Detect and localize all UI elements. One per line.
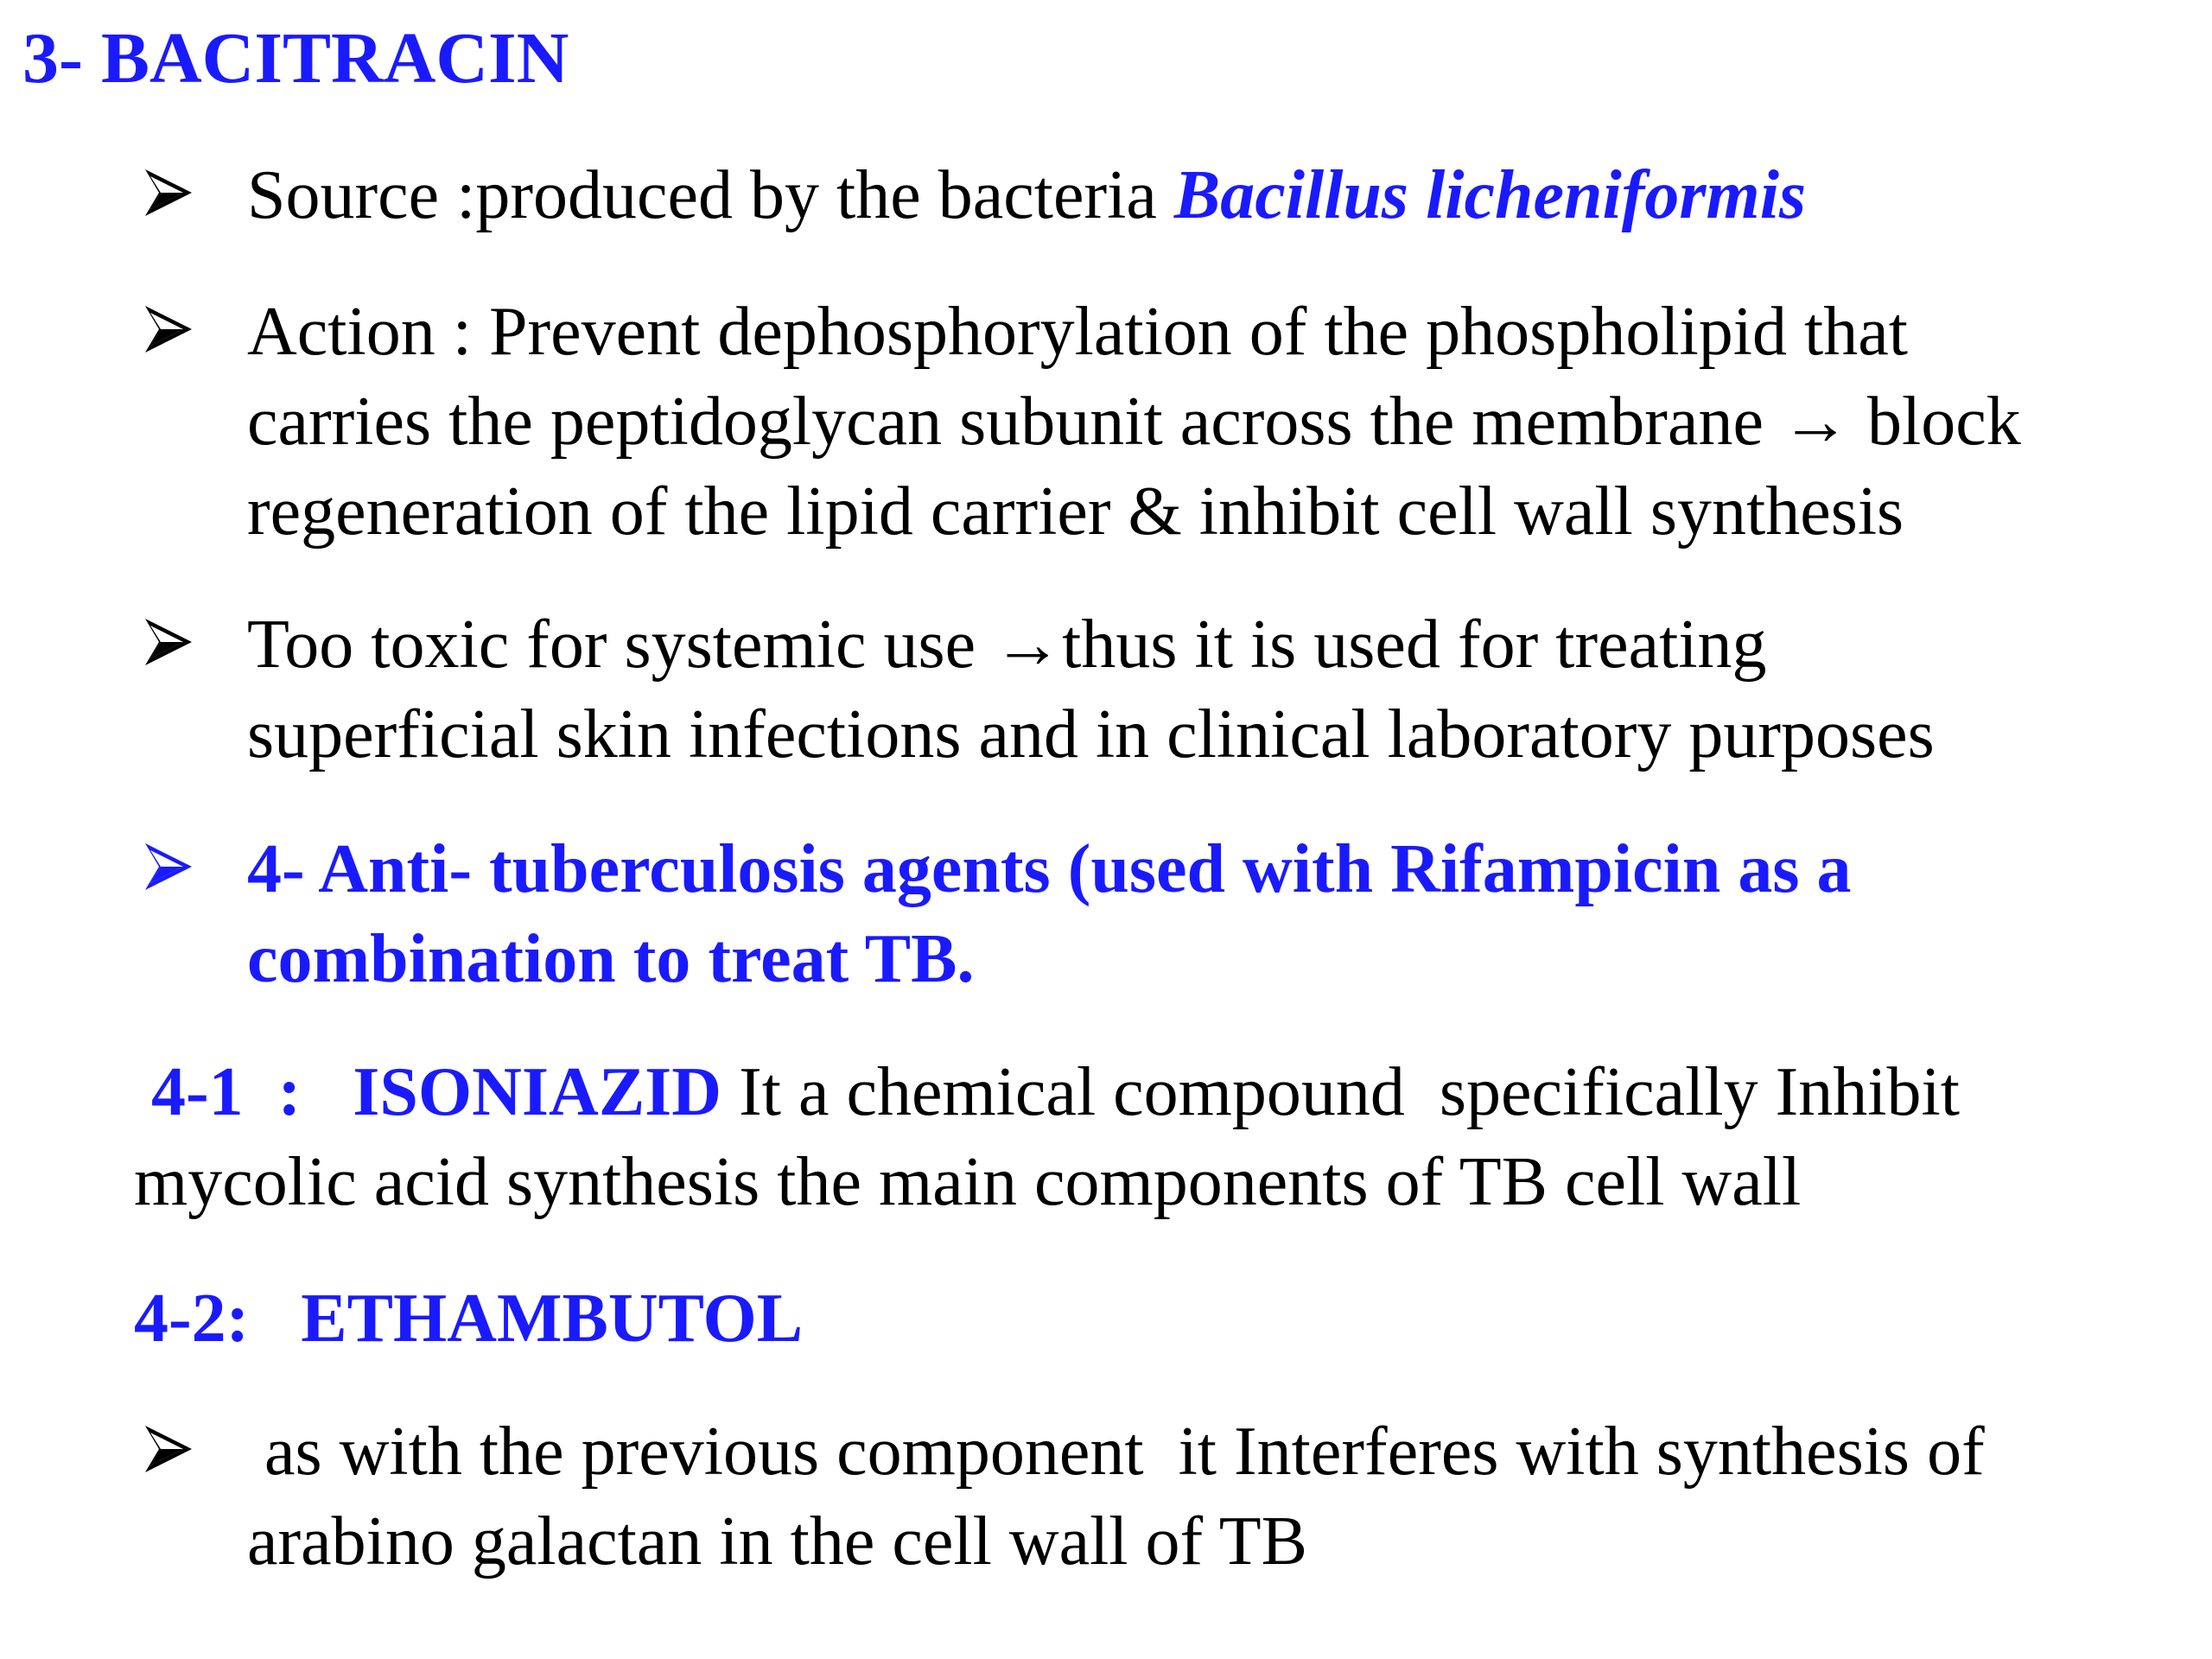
ethambutol-heading: 4-2: ETHAMBUTOL <box>134 1281 804 1357</box>
anti-tb-line-2: combination to treat TB. <box>247 921 975 997</box>
action-line-2: carries the peptidoglycan subunit across the membrane → block <box>247 384 2021 460</box>
arrowhead-bullet-icon <box>138 162 199 223</box>
toxic-line-1: Too toxic for systemic use →thus it is used for treating <box>247 607 1767 683</box>
slide-title: 3- BACITRACIN <box>22 18 569 99</box>
isoniazid-heading: 4-1 : ISONIAZID <box>134 1054 722 1130</box>
toxic-line-2: superficial skin infections and in clinical laboratory purposes <box>247 696 1935 772</box>
isoniazid-line-2: mycolic acid synthesis the main components of TB cell wall <box>134 1144 1802 1220</box>
action-line-3: regeneration of the lipid carrier & inhibit cell wall synthesis <box>247 474 1904 550</box>
source-lead: Source :produced by the bacteria <box>247 157 1174 233</box>
action-line-1: Action : Prevent dephosphorylation of the phospholipid that <box>247 294 1908 370</box>
arrowhead-bullet-icon <box>138 836 199 897</box>
organism-name: Bacillus licheniformis <box>1173 157 1807 233</box>
arrowhead-bullet-icon <box>138 612 199 672</box>
ethambutol-line-2: arabino galactan in the cell wall of TB <box>247 1503 1307 1580</box>
isoniazid-text: It a chemical compound specifically Inhibit <box>721 1054 1960 1130</box>
anti-tb-line-1: 4- Anti- tuberculosis agents (used with Rifampicin as a <box>247 831 1852 907</box>
arrowhead-bullet-icon <box>138 299 199 359</box>
arrowhead-bullet-icon <box>138 1419 199 1479</box>
source-bullet <box>247 150 1806 240</box>
ethambutol-line-1: as with the previous component it Interferes with synthesis of <box>247 1414 1985 1490</box>
isoniazid-line-1 <box>134 1047 1960 1137</box>
